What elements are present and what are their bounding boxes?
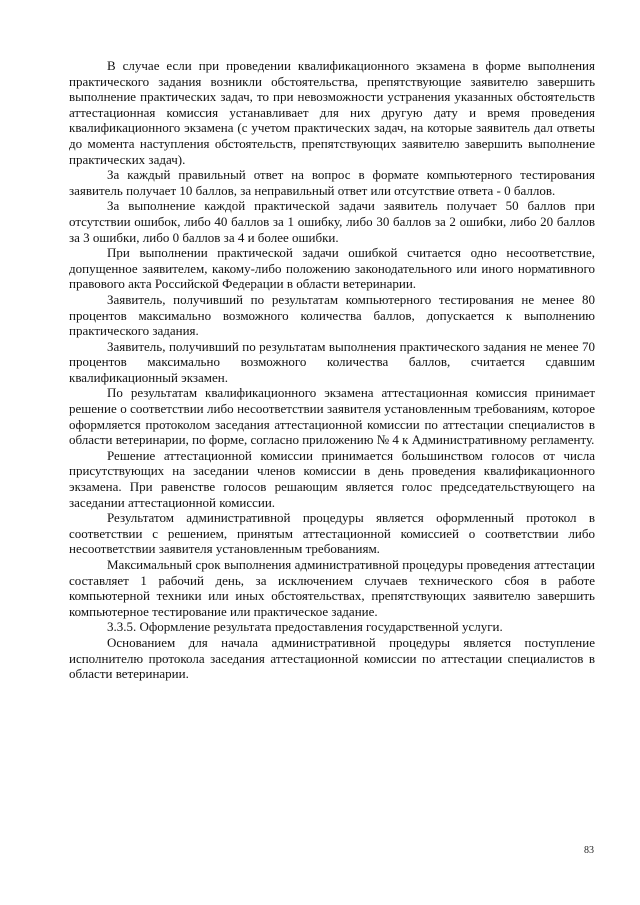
paragraph: По результатам квалификационного экзамена аттестационная комиссия принимает решение о соответствии либо несоответствии заявителя установленным требованиям, которое оформляется протоколом заседания аттестационной комиссии по аттестации специалистов в области ветеринарии, по форме, согласно приложению № 4 к Административному регламенту.: [69, 385, 595, 448]
paragraph: За каждый правильный ответ на вопрос в формате компьютерного тестирования заявитель получает 10 баллов, за неправильный ответ или отсутствие ответа - 0 баллов.: [69, 167, 595, 198]
section-heading: 3.3.5. Оформление результата предоставления государственной услуги.: [107, 619, 503, 635]
paragraph: Решение аттестационной комиссии принимается большинством голосов от числа присутствующих на заседании членов комиссии в день проведения квалификационного экзамена. При равенстве голосов решающим является голос председательствующего на заседании аттестационной комиссии.: [69, 447, 595, 510]
paragraph: При выполнении практической задачи ошибкой считается одно несоответствие, допущенное заявителем, какому-либо положению законодательного или иного нормативного правового акта Российской Федерации в области ветеринарии.: [69, 245, 595, 292]
paragraph: Заявитель, получивший по результатам выполнения практического задания не менее 70 процентов максимально возможного количества баллов, считается сдавшим квалификационный экзамен.: [69, 338, 595, 385]
paragraph: Результатом административной процедуры является оформленный протокол в соответствии с решением, принятым аттестационной комиссией о соответствии либо несоответствии заявителя установленным требованиям.: [69, 510, 595, 557]
paragraph: Основанием для начала административной процедуры является поступление исполнителю протокола заседания аттестационной комиссии по аттестации специалистов в области ветеринарии.: [69, 634, 595, 682]
paragraph: В случае если при проведении квалификационного экзамена в форме выполнения практического задания возникли обстоятельства, препятствующие заявителю завершить выполнение практических задач, то при невозможности устранения указанных обстоятельств аттестационная комиссия устанавливает для них другую дату и время проведения квалификационного экзамена (с учетом практических задач, на которые заявитель дал ответы до момента наступления обстоятельств, препятствующих заявителю завершить выполнение практических задач).: [69, 58, 595, 167]
page-number: 83: [584, 845, 594, 856]
paragraph: Максимальный срок выполнения административной процедуры проведения аттестации составляет 1 рабочий день, за исключением случаев технического сбоя в работе компьютерной техники или иных обстоятельствах, препятствующих заявителю завершить компьютерное тестирование или практическое задание.: [69, 557, 595, 619]
paragraph: За выполнение каждой практической задачи заявитель получает 50 баллов при отсутствии ошибок, либо 40 баллов за 1 ошибку, либо 30 баллов за 2 ошибки, либо 20 баллов за 3 ошибки, либо 0 баллов за 4 и более ошибки.: [69, 198, 595, 245]
body-text: [69, 58, 595, 682]
paragraph: Заявитель, получивший по результатам компьютерного тестирования не менее 80 процентов максимально возможного количества баллов, допускается к выполнению практического задания.: [69, 291, 595, 339]
